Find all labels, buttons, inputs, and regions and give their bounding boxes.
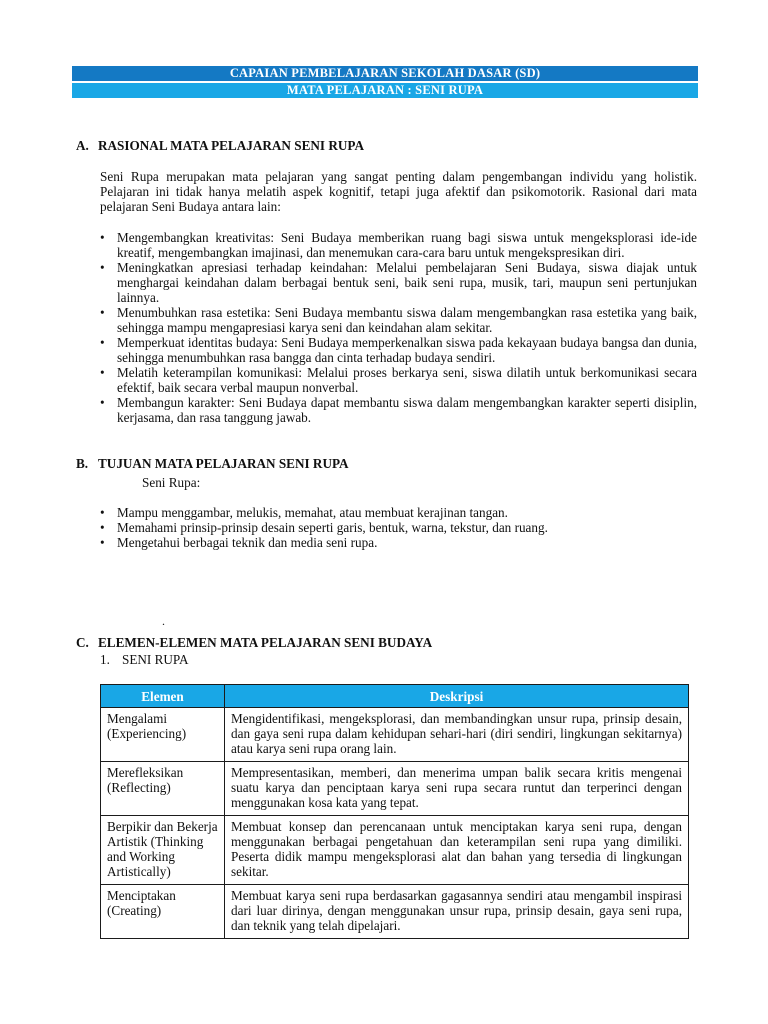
section-c-letter: C.: [76, 635, 89, 650]
section-b-title: TUJUAN MATA PELAJARAN SENI RUPA: [98, 456, 349, 471]
list-item-first: Melatih keterampilan komunikasi: Melalui proses berkarya seni, siswa dilatih untuk: [117, 365, 576, 380]
list-item: • Mengembangkan kreativitas: Seni Budaya memberikan ruang bagi siswa untuk mengeksplorasi ide-ide kreatif, mengembangkan imajinasi, dan menemukan cara-cara baru untuk mengekspresikan diri.: [100, 230, 697, 260]
list-item: • Melatih keterampilan komunikasi: Melalui proses berkarya seni, siswa dilatih untuk berkomunikasi secara efektif, baik secara verbal maupun nonverbal.: [100, 365, 698, 395]
section-a-heading: [76, 138, 364, 154]
table-header-row: [101, 685, 689, 708]
list-item-rest: estetika yang baik, sehingga mampu mengapresiasi karya seni dan keindahan alam sekitar.: [117, 305, 697, 335]
list-item-rest: bangsa dan dunia, sehingga menumbuhkan rasa bangga dan cinta terhadap budaya sendiri.: [117, 335, 698, 365]
section-c-title: ELEMEN-ELEMEN MATA PELAJARAN SENI BUDAYA: [98, 635, 433, 650]
section-b-intro: Seni Rupa:: [142, 475, 201, 490]
list-item: • Menumbuhkan rasa estetika: Seni Budaya membantu siswa dalam mengembangkan rasa estetika yang baik, sehingga mampu mengapresiasi karya seni dan keindahan alam sekitar.: [100, 305, 697, 335]
section-b-letter: B.: [76, 456, 89, 471]
table-row: [101, 708, 689, 762]
table-row: [101, 816, 689, 885]
list-item-text: Mampu menggambar, melukis, memahat, atau membuat kerajinan tangan.: [117, 505, 508, 520]
list-item-rest: seperti disiplin, kerjasama, dan rasa tanggung jawab.: [117, 395, 697, 425]
list-item-text: Memahami prinsip-prinsip desain seperti garis, bentuk, warna, tekstur, dan ruang.: [117, 520, 548, 535]
column-header-deskripsi: Deskripsi: [225, 685, 689, 708]
column-header-elemen: Elemen: [101, 685, 225, 708]
list-item-rest: berkomunikasi secara efektif, baik secara verbal maupun nonverbal.: [117, 365, 698, 395]
cell-elemen: Merefleksikan (Reflecting): [101, 762, 225, 816]
section-b-bullet-list: [100, 505, 697, 550]
subsection-heading: [100, 652, 189, 668]
subject-banner: MATA PELAJARAN : SENI RUPA: [72, 83, 698, 98]
list-item-first: Mengembangkan kreativitas: Seni Budaya memberikan ruang bagi siswa untuk mengeksplorasi: [117, 230, 654, 245]
cell-deskripsi: Mempresentasikan, memberi, dan menerima umpan balik secara kritis mengenai suatu karya dan penciptaan karya seni rupa secara runtut dan terperinci dengan menggunakan kosa kata yang tepat.: [225, 762, 689, 816]
list-item-first: Meningkatkan apresiasi terhadap keindahan: Melalui pembelajaran Seni Budaya, siswa diajak: [117, 260, 659, 275]
section-a-bullet-list: [100, 230, 697, 425]
table-row: [101, 762, 689, 816]
list-item: • Memperkuat identitas budaya: Seni Budaya memperkenalkan siswa pada kekayaan budaya bangsa dan dunia, sehingga menumbuhkan rasa bangga dan cinta terhadap budaya sendiri.: [100, 335, 698, 365]
subsection-number: 1.: [100, 652, 110, 667]
list-item-rest: ide-ide kreatif, mengembangkan imajinasi, dan menemukan cara-cara baru untuk mengekspresikan diri.: [117, 230, 697, 260]
section-c-heading: [76, 635, 432, 651]
list-item-text: Mengetahui berbagai teknik dan media seni rupa.: [117, 535, 378, 550]
list-item-first: Menumbuhkan rasa estetika: Seni Budaya membantu siswa dalam mengembangkan rasa: [117, 305, 593, 320]
section-a-paragraph: Seni Rupa merupakan mata pelajaran yang sangat penting dalam pengembangan individu yang holistik. Pelajaran ini tidak hanya melatih aspek kognitif, tetapi juga afektif dan psikomotorik. Rasional dari mata pelajaran Seni Budaya antara lain:: [100, 169, 697, 214]
list-item: • Mampu menggambar, melukis, memahat, atau membuat kerajinan tangan.: [100, 505, 697, 520]
cell-deskripsi: Membuat konsep dan perencanaan untuk menciptakan karya seni rupa, dengan menggunakan berbagai pengetahuan dan keterampilan seni rupa yang dimiliki. Peserta didik mampu mengeksplorasi alat dan bahan yang tersedia di lingkungan sekitar.: [225, 816, 689, 885]
cell-elemen: Menciptakan (Creating): [101, 885, 225, 939]
list-item-rest: untuk menghargai keindahan dalam berbagai bentuk seni, baik seni rupa, musik, tari, maupun seni pertunjukan lainnya.: [117, 260, 698, 305]
cell-deskripsi: Mengidentifikasi, mengeksplorasi, dan membandingkan unsur rupa, prinsip desain, dan gaya seni rupa dalam kehidupan sehari-hari (diri sendiri, lingkungan sekitarnya) atau karya seni rupa orang lain.: [225, 708, 689, 762]
list-item-first: Memperkuat identitas budaya: Seni Budaya memperkenalkan siswa pada kekayaan budaya: [117, 335, 599, 350]
subsection-title: SENI RUPA: [122, 652, 189, 667]
cell-elemen: Berpikir dan Bekerja Artistik (Thinking and Working Artistically): [101, 816, 225, 885]
stray-mark: .: [162, 614, 165, 628]
section-a-letter: A.: [76, 138, 89, 153]
list-item: • Meningkatkan apresiasi terhadap keindahan: Melalui pembelajaran Seni Budaya, siswa diajak untuk menghargai keindahan dalam berbagai bentuk seni, baik seni rupa, musik, tari, maupun seni pertunjukan lainnya.: [100, 260, 698, 305]
elements-table: [100, 684, 689, 939]
cell-deskripsi: Membuat karya seni rupa berdasarkan gagasannya sendiri atau mengambil inspirasi dari luar dirinya, dengan menggunakan unsur rupa, prinsip desain, gaya seni rupa, dan teknik yang telah dipelajari.: [225, 885, 689, 939]
list-item: • Mengetahui berbagai teknik dan media seni rupa.: [100, 535, 697, 550]
section-b-heading: [76, 456, 349, 472]
document-title-banner: CAPAIAN PEMBELAJARAN SEKOLAH DASAR (SD): [72, 66, 698, 81]
cell-elemen: Mengalami (Experiencing): [101, 708, 225, 762]
list-item: • Membangun karakter: Seni Budaya dapat membantu siswa dalam mengembangkan karakter seperti disiplin, kerjasama, dan rasa tanggung jawab.: [100, 395, 697, 425]
table-row: [101, 885, 689, 939]
list-item: • Memahami prinsip-prinsip desain seperti garis, bentuk, warna, tekstur, dan ruang.: [100, 520, 697, 535]
section-a-title: RASIONAL MATA PELAJARAN SENI RUPA: [98, 138, 364, 153]
list-item-first: Membangun karakter: Seni Budaya dapat membantu siswa dalam mengembangkan karakter: [117, 395, 611, 410]
